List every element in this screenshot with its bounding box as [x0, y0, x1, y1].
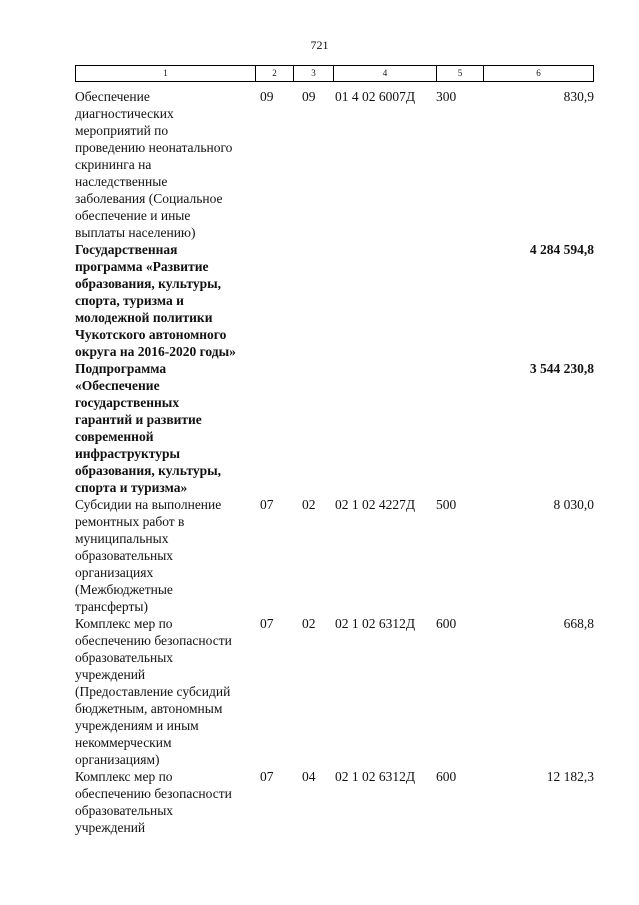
description-line: государственных	[75, 395, 180, 410]
description-line: образования, культуры,	[75, 276, 221, 291]
expense-type-code	[436, 360, 484, 496]
description-line: ремонтных работ в	[75, 514, 185, 529]
table-row	[75, 360, 595, 496]
description-line: современной	[75, 429, 154, 444]
table-row	[75, 496, 595, 615]
description-line: проведению неонатального	[75, 140, 233, 155]
expense-type-code: 600	[436, 769, 457, 784]
description-line: программа «Развитие	[75, 259, 209, 274]
target-article-code: 02 1 02 4227Д	[335, 497, 416, 512]
column-header-3: 3	[294, 66, 334, 82]
expense-type-code: 500	[436, 497, 457, 512]
description-line: скрининга на	[75, 157, 152, 172]
section-code	[255, 360, 300, 496]
description-line: образовательных	[75, 548, 174, 563]
description-line: Субсидии на выполнение	[75, 497, 222, 512]
description-line: мероприятий по	[75, 123, 169, 138]
description-line: некоммерческим	[75, 735, 172, 750]
table-row	[75, 241, 595, 360]
description-line: обеспечению безопасности	[75, 786, 232, 801]
row-description	[75, 241, 255, 360]
description-line: заболевания (Социальное	[75, 191, 223, 206]
column-header-6: 6	[484, 66, 594, 82]
subsection-code: 09	[302, 89, 316, 104]
amount: 4 284 594,8	[529, 242, 594, 257]
column-header-row	[76, 66, 594, 82]
subsection-code	[300, 241, 333, 360]
section-code	[255, 241, 300, 360]
column-header-1: 1	[76, 66, 256, 82]
section-code: 07	[260, 769, 274, 784]
amount: 8 030,0	[553, 497, 594, 512]
amount: 3 544 230,8	[529, 361, 594, 376]
subsection-code	[300, 360, 333, 496]
row-description	[75, 615, 255, 768]
table-row	[75, 615, 595, 768]
target-article-code	[333, 360, 436, 496]
column-header-table	[75, 65, 594, 82]
description-line: организациях	[75, 565, 154, 580]
expense-type-code	[436, 241, 484, 360]
description-line: образовательных	[75, 650, 174, 665]
section-code: 07	[260, 497, 274, 512]
amount: 12 182,3	[546, 769, 594, 784]
description-line: наследственные	[75, 174, 168, 189]
description-line: спорта и туризма»	[75, 480, 188, 495]
column-header-5: 5	[437, 66, 484, 82]
section-code: 07	[260, 616, 274, 631]
description-line: образовательных	[75, 803, 174, 818]
description-line: округа на 2016-2020 годы»	[75, 344, 236, 359]
amount: 668,8	[563, 616, 594, 631]
description-line: спорта, туризма и	[75, 293, 184, 308]
column-header-2: 2	[256, 66, 294, 82]
description-line: обеспечение и иные	[75, 208, 191, 223]
table-row	[75, 88, 595, 241]
description-line: бюджетным, автономным	[75, 701, 223, 716]
page-number: 721	[310, 38, 329, 52]
description-line: учреждений	[75, 667, 146, 682]
description-line: Чукотского автономного	[75, 327, 227, 342]
description-line: молодежной политики	[75, 310, 213, 325]
description-line: организациям)	[75, 752, 160, 767]
description-line: трансферты)	[75, 599, 148, 614]
amount: 830,9	[563, 89, 594, 104]
description-line: гарантий и развитие	[75, 412, 202, 427]
description-line: учреждениям и иным	[75, 718, 199, 733]
target-article-code	[333, 241, 436, 360]
description-line: (Предоставление субсидий	[75, 684, 231, 699]
description-line: Комплекс мер по	[75, 769, 173, 784]
row-description	[75, 768, 255, 836]
subsection-code: 04	[302, 769, 316, 784]
description-line: учреждений	[75, 820, 146, 835]
description-line: Обеспечение	[75, 89, 150, 104]
description-line: «Обеспечение	[75, 378, 160, 393]
subsection-code: 02	[302, 616, 316, 631]
row-description	[75, 496, 255, 615]
description-line: обеспечению безопасности	[75, 633, 232, 648]
description-line: Комплекс мер по	[75, 616, 173, 631]
description-line: выплаты населению)	[75, 225, 196, 240]
description-line: (Межбюджетные	[75, 582, 173, 597]
row-description	[75, 360, 255, 496]
expense-type-code: 300	[436, 89, 457, 104]
description-line: инфраструктуры	[75, 446, 181, 461]
description-line: Государственная	[75, 242, 178, 257]
target-article-code: 02 1 02 6312Д	[335, 769, 416, 784]
section-code: 09	[260, 89, 274, 104]
table-body	[75, 88, 595, 836]
target-article-code: 01 4 02 6007Д	[335, 89, 416, 104]
description-line: муниципальных	[75, 531, 169, 546]
expense-type-code: 600	[436, 616, 457, 631]
table-row	[75, 768, 595, 836]
subsection-code: 02	[302, 497, 316, 512]
column-header-4: 4	[334, 66, 437, 82]
description-line: диагностических	[75, 106, 174, 121]
row-description	[75, 88, 255, 241]
description-line: Подпрограмма	[75, 361, 167, 376]
description-line: образования, культуры,	[75, 463, 221, 478]
target-article-code: 02 1 02 6312Д	[335, 616, 416, 631]
